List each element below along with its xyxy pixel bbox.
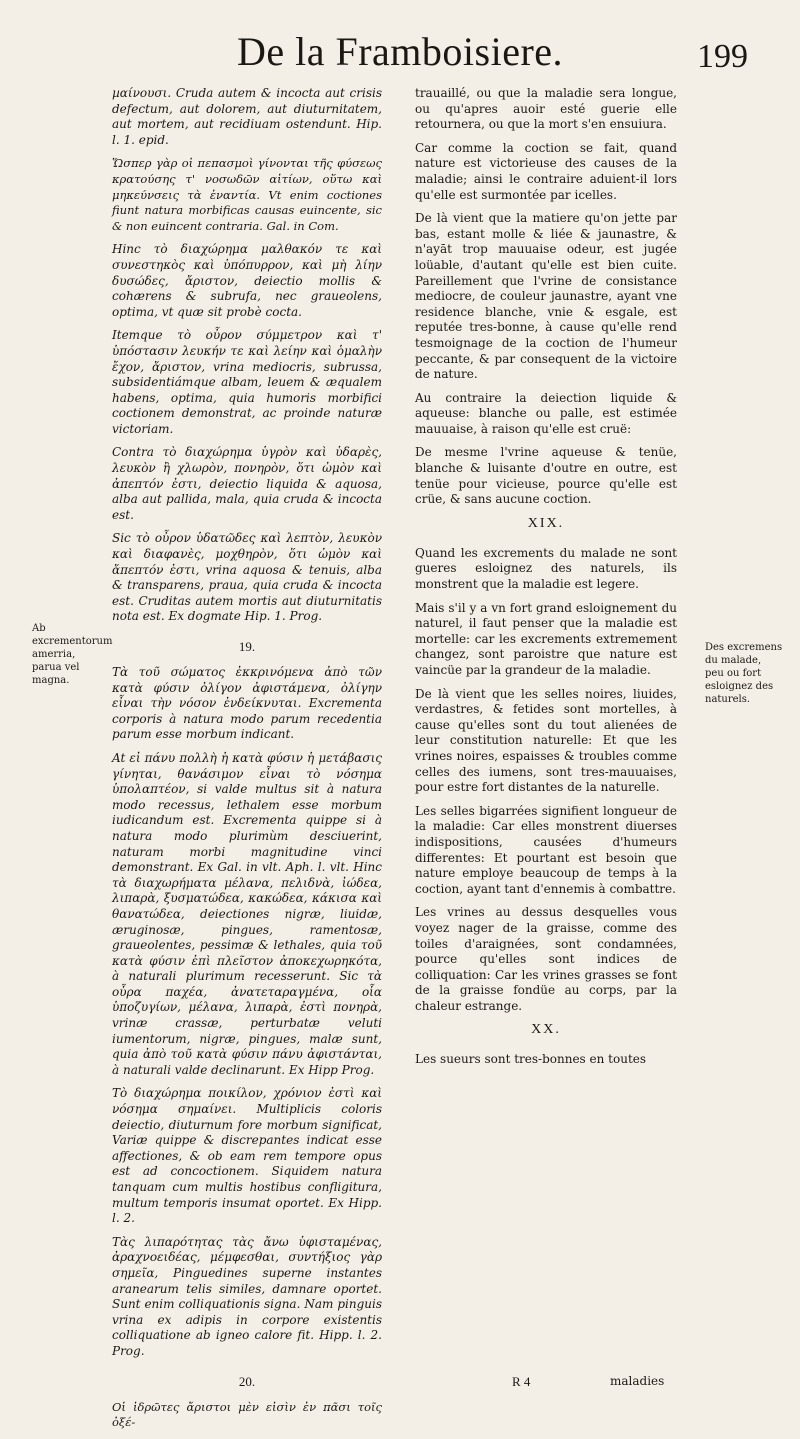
paragraph: Car comme la coction se fait, quand nature est victorieuse des causes de la maladie; ainsi le contraire aduient-il lors qu'elle est surmontée par icelles. xyxy=(415,140,677,202)
running-header-title: De la Framboisiere. xyxy=(236,29,564,74)
paragraph: Mais s'il y a vn fort grand esloignement du naturel, il faut penser que la maladie est mortelle: car les excrements extremement changez, sont paroistre que nature est vaincüe par la grandeur de la maladie. xyxy=(415,600,677,677)
paragraph: Οἱ ἱδρῶτες ἄριστοι μὲν εἰσὶν ἐν πᾶσι τοῖς ὀξέ- xyxy=(112,1399,382,1430)
paragraph: Les vrines au dessus desquelles vous voyez nager de la graisse, comme des toiles d'araignées, sont condamnées, pource qu'elles sont indices de colliquation: Car les vrines grasses se font de la graisse fondüe au corps, par la chaleur estrange. xyxy=(415,905,677,1013)
paragraph: Hinc τὸ διαχώρημα μαλθακόν τε καὶ συνεστηκὸς καὶ ὑπόπυρρον, καὶ μὴ λίην δυσώδες, ἄριστον, deiectio mollis & cohærens & subrufa, nec graueolens, optima, vt quæ sit probè cocta. xyxy=(112,242,382,319)
paragraph: Les selles bigarrées signifient longueur de la maladie: Car elles monstrent diuerses indispositions, causées d'humeurs differentes: Et pourtant est besoin que nature employe beaucoup de temps à la coction, ayant tant d'ennemis à combattre. xyxy=(415,803,677,896)
page-number: 199 xyxy=(697,38,748,75)
paragraph: µαίνουσι. Cruda autem & incocta aut crisis defectum, aut dolorem, aut diuturnitatem, aut mortem, aut recidiuam ostendunt. Hip. l. 1. epid. xyxy=(112,86,382,147)
paragraph: Τὰ τοῦ σώματος ἐκκρινόμενα ἀπὸ τῶν κατὰ φύσιν ὀλίγον ἀφιστάμενα, ὀλίγην εἶναι τὴν νόσον ἐνδείκνυται. Excrementa corporis à natura modo parum recedentia parum esse morbum indicant. xyxy=(112,665,382,742)
paragraph: Τὰς λιπαρότητας τὰς ἄνω ὑφισταμένας, ἀραχνοειδέας, μέμφεσθαι, συντήξιος γὰρ σημεῖα, Pinguedines superne instantes aranearum telis similes, damnare oportet. Sunt enim colliquationis signa. Nam pinguis vrina ex adipis in corpore existentis colliquatione ab igneo calore fit. Hipp. l. 2. Prog. xyxy=(112,1234,382,1358)
paragraph: Itemque τὸ οὖρον σύμμετρον καὶ τ' ὑπόστασιν λευκήν τε καὶ λείην καὶ ὁμαλὴν ἔχον, ἄριστον, vrina mediocris, subrussa, subsidentiámque albam, leuem & æqualem habens, optima, quia humoris morbifici coctionem demonstrat, ac proinde naturæ victoriam. xyxy=(112,328,382,436)
section-number: 19. xyxy=(238,639,256,654)
paragraph: De là vient que les selles noires, liuides, verdastres, & fetides sont mortelles, à cause qu'elles sont du tout alienées de leur constitution naturelle: Et que les vrines noires, espaisses & troubles comme celles des iumens, sont tres-mauuaises, pour estre fort distantes de la naturelle. xyxy=(415,686,677,795)
paragraph: Contra τὸ διαχώρημα ὑγρὸν καὶ ὑδαρὲς, λευκὸν ἢ χλωρὸν, πονηρὸν, ὅτι ὠμὸν καὶ ἀπεπτόν ἐστι, deiectio liquida & aquosa, alba aut pallida, mala, quia cruda & incocta est. xyxy=(112,445,382,522)
paragraph: Quand les excrements du malade ne sont gueres esloignez des naturels, ils monstrent que la maladie est legere. xyxy=(415,545,677,592)
signature-mark: R 4 xyxy=(512,1374,531,1389)
paragraph: At εἰ πάνυ πολλὴ ἡ κατὰ φύσιν ἡ μετάβασις γίνηται, θανάσιμον εἶναι τὸ νόσημα ὑπολαπτέον, si valde multus sit à natura modo recessus, lethalem esse morbum iudicandum est. Excrementa quippe si à natura modo plurimùm desciuerint, naturam morbi magnitudine vinci demonstrant. Ex Gal. in vlt. Aph. l. vlt. Hinc τὰ διαχωρήματα μέλανα, πελιδνὰ, ἰώδεα, λιπαρὰ, ξυσματώδεα, κακώδεα, κάκισα καὶ θανατώδεα, deiectiones nigræ, liuidæ, æruginosæ, pingues, ramentosæ, graueolentes, pessimæ & lethales, quia τοῦ κατὰ φύσιν ἐπὶ πλεῖστον ἀποκεχωρηκότα, à naturali plurimum recesserunt. Sic τὰ οὖρα παχέα, ἀνατεταραγμένα, οἷα ὑποζυγίων, μέλανα, λιπαρὰ, ἐστὶ πονηρὰ, vrinæ crassæ, perturbatæ veluti iumentorum, nigræ, pingues, malæ sunt, quia ἀπὸ τοῦ κατὰ φύσιν πάνυ ἀφιστάνται, à naturali valde declinarunt. Ex Hipp Prog. xyxy=(112,750,382,1077)
paragraph: Au contraire la deiection liquide & aqueuse: blanche ou palle, est estimée mauuaise, à raison qu'elle est cruë: xyxy=(415,390,677,436)
paragraph: trauaillé, ou que la maladie sera longue, ou qu'apres auoir esté guerie elle retournera, ou que la mort s'en ensuiura. xyxy=(415,86,677,132)
paragraph: Les sueurs sont tres-bonnes en toutes xyxy=(415,1052,647,1067)
catchword: maladies xyxy=(610,1374,665,1388)
section-heading: XX. xyxy=(531,1022,561,1038)
right-column-french xyxy=(415,86,677,1076)
paragraph: De mesme l'vrine aqueuse & tenüe, blanche & luisante d'outre en outre, est tenüe pour vicieuse, pource qu'elle est crüe, & sans aucune coction. xyxy=(415,445,677,507)
right-margin-note: Des excremens du malade, peu ou fort esloignez des naturels. xyxy=(705,642,783,705)
paragraph: De là vient que la matiere qu'on jette par bas, estant molle & liée & jaunastre, & n'ayāt trop mauuaise odeur, est jugée loüable, d'autant qu'elle est bien cuite. Pareillement que l'vrine de consistance mediocre, de couleur jaunastre, ayant vne residence blanche, vnie & esgale, est reputée tres-bonne, à cause qu'elle rend tesmoignage de la coction de l'humeur peccante, & par consequent de la victoire de nature. xyxy=(415,211,677,382)
section-number: 20. xyxy=(238,1373,256,1389)
left-margin-note: Ab excrementorum amerria, parua vel magna. xyxy=(32,623,113,686)
left-column-latin-greek xyxy=(112,86,382,1439)
section-heading: XIX. xyxy=(527,515,565,531)
paragraph: Ὥσπερ γὰρ οἱ πεπασμοὶ γίνονται τῆς φύσεως κρατούσης τ' νοσωδῶν αἰτίων, οὕτω καὶ μηκεύνσεις τὰ ἐναντία. Vt enim coctiones fiunt natura morbificas causas euincente, sic & non euincent contraria. Gal. in Com. xyxy=(112,156,382,233)
paragraph: Τὸ διαχώρημα ποικίλον, χρόνιον ἐστὶ καὶ νόσημα σημαίνει. Multiplicis coloris deiectio, diuturnum fore morbum significat, Variæ quippe & discrepantes indicat esse affectiones, & ob eam rem tempore opus est ad concoctionem. Siquidem natura tanquam cum multis hostibus confligitura, multum temporis insumat oportet. Ex Hipp. l. 2. xyxy=(112,1086,382,1226)
paragraph: Sic τὸ οὖρον ὑδατῶδες καὶ λεπτὸν, λευκὸν καὶ διαφανὲς, μοχθηρὸν, ὅτι ὠμὸν καὶ ἄπεπτόν ἐστι, vrina aquosa & tenuis, alba & transparens, praua, quia cruda & incocta est. Cruditas autem mortis aut diuturnitatis nota est. Ex dogmate Hip. 1. Prog. xyxy=(112,531,382,624)
